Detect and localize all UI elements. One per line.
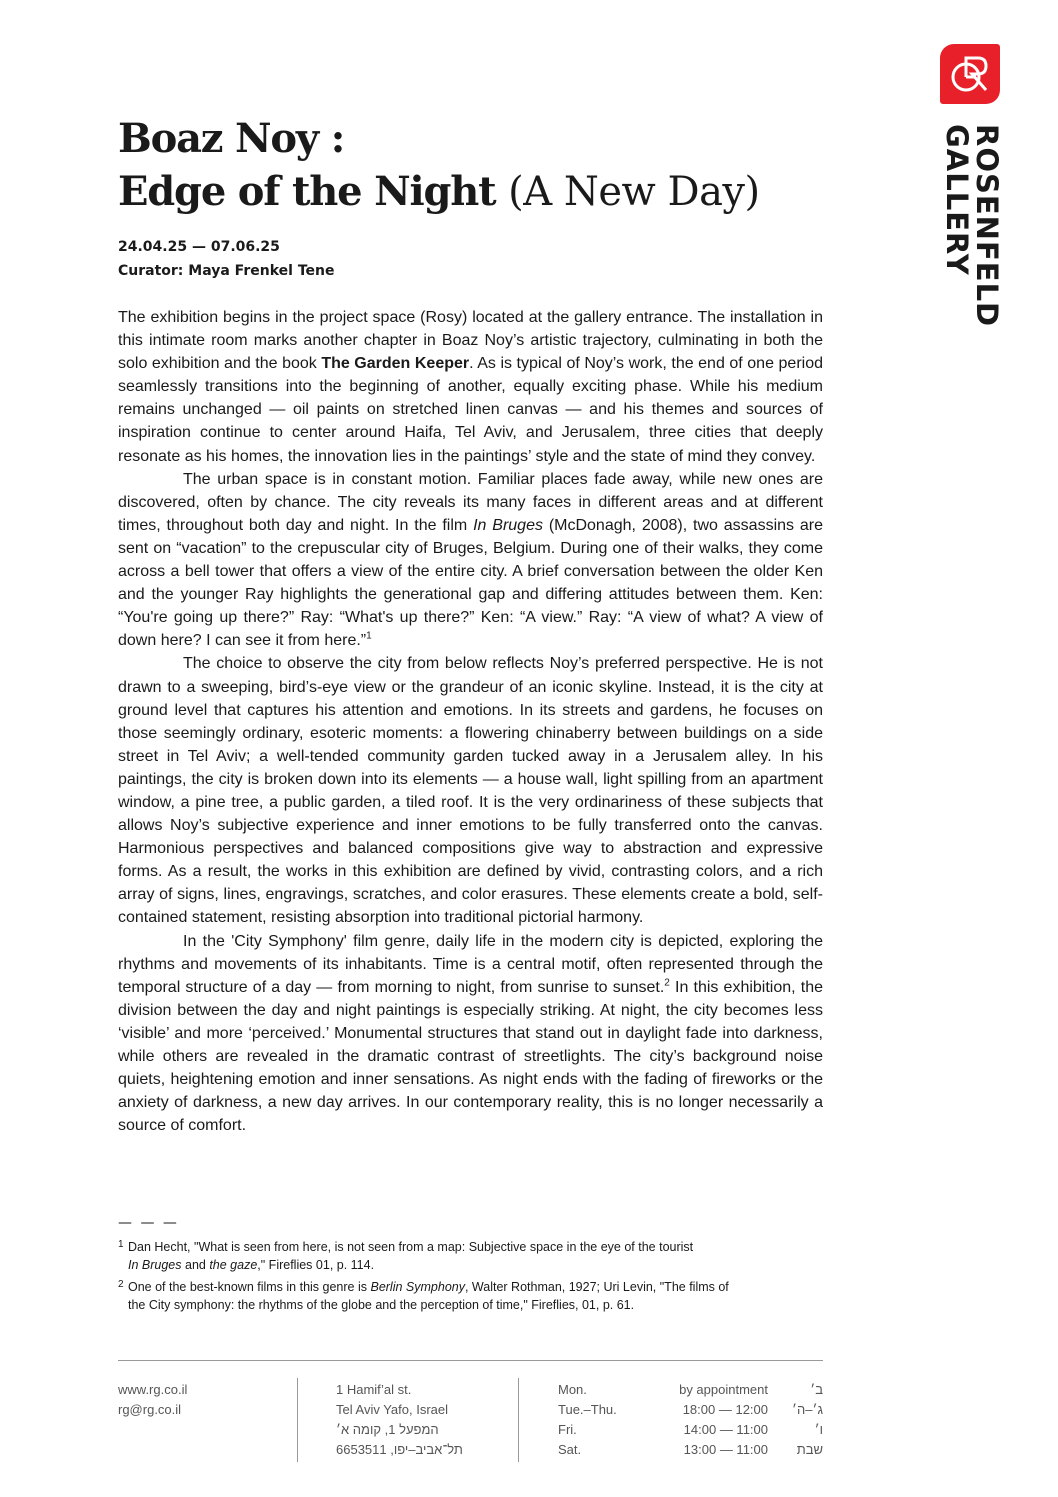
p2-text-a: The urban space is in constant motion. Familiar places fade away, while new ones are discovered, often by chance. The city reveals its many faces in different areas and at different times, throughout both day and night. In the film	[118, 470, 823, 534]
curator-line: Curator: Maya Frenkel Tene	[118, 263, 335, 279]
paragraph-1	[118, 306, 823, 468]
footnote-2-italic: Berlin Symphony	[370, 1280, 465, 1294]
footer-rule	[118, 1360, 823, 1361]
gallery-logo-icon	[940, 44, 1000, 104]
footnote-ref-2[interactable]: 2	[664, 977, 670, 989]
p4-text-b: In this exhibition, the division between the day and night paintings is especially striking. At night, the city becomes less ‘visible’ and more ‘perceived.’ Monumental structures that stand out in daylight fade into darkness, while others are revealed in the dramatic contrast of streetlights. The city’s background noise quiets, heightening emotion and inner sensations. As night ends with the fading of fireworks or the anxiety of darkness, a new day arrives. In our contemporary reality, this is no longer necessarily a source of comfort.	[118, 978, 823, 1135]
footnote-separator: — — —	[118, 1215, 179, 1231]
footnote-ref-1[interactable]: 1	[366, 630, 372, 642]
p4-text-a: In the 'City Symphony' film genre, daily life in the modern city is depicted, exploring the rhythms and movements of its inhabitants. Time is a central motif, often represented through the temporal structure of a day — from morning to night, from sunrise to sunset.	[118, 932, 823, 996]
hours-day-hebrew: שבת	[796, 1442, 823, 1457]
website-link[interactable]: www.rg.co.il	[118, 1382, 188, 1397]
hours-day-hebrew: ב׳	[810, 1382, 823, 1397]
hours-row	[558, 1440, 823, 1460]
hours-day: Mon.	[558, 1382, 587, 1397]
hours-row	[558, 1400, 823, 1420]
address-line-2: Tel Aviv Yafo, Israel	[336, 1402, 449, 1417]
address-line-4-hebrew: תל־אביב–יפו, 6653511	[336, 1442, 463, 1457]
hours-day: Fri.	[558, 1422, 577, 1437]
hours-row	[558, 1420, 823, 1440]
gallery-name-vertical	[942, 124, 1002, 327]
book-title: The Garden Keeper	[321, 355, 470, 373]
footer-divider-1	[297, 1378, 298, 1462]
email-link[interactable]: rg@rg.co.il	[118, 1402, 182, 1417]
paragraph-2	[118, 468, 823, 653]
hours-time: 14:00 — 11:00	[683, 1422, 768, 1437]
essay-body	[118, 306, 823, 1137]
footnotes	[118, 1238, 838, 1318]
hours-time: 13:00 — 11:00	[683, 1442, 768, 1457]
hours-day: Tue.–Thu.	[558, 1402, 617, 1417]
footnote-2-number: 2	[118, 1279, 124, 1290]
p1-text-b: . As is typical of Noy’s work, the end of one period seamlessly transitions into the beginning of another, equally exciting phase. While his medium remains unchanged — oil paints on stretched linen canvas — and his themes and sources of inspiration continue to center around Haifa, Tel Aviv, and Jerusalem, three cities that deeply resonate as his homes, the innovation lies in the paintings’ style and the state of mind they convey.	[118, 355, 824, 465]
title-line2-bold: Edge of the Night	[118, 168, 496, 215]
title-line2-light: (A New Day)	[508, 169, 760, 215]
address-line-1: 1 Hamif’al st.	[336, 1382, 412, 1397]
footer-contact	[118, 1380, 187, 1420]
exhibition-dates: 24.04.25 — 07.06.25	[118, 239, 280, 255]
page-title	[118, 112, 760, 219]
footnote-1-italic-2: the gaze	[209, 1258, 258, 1272]
gallery-name-line1: ROSENFELD	[970, 124, 1004, 328]
footnote-2-text-b: , Walter Rothman, 1927; Uri Levin, "The films of	[464, 1280, 729, 1294]
footnote-1-text-b: and	[181, 1258, 210, 1272]
paragraph-4	[118, 930, 823, 1138]
hours-day-hebrew: ג׳–ה׳	[792, 1402, 823, 1417]
footnote-1-number: 1	[118, 1239, 124, 1250]
hours-time: by appointment	[679, 1382, 768, 1397]
film-title: In Bruges	[473, 516, 543, 534]
p2-text-b: (McDonagh, 2008), two assassins are sent on “vacation” to the crepuscular city of Bruges, Belgium. During one of their walks, they come across a bell tower that offers a view of the entire city. A brief conversation between the older Ken and the younger Ray highlights the generational gap and differing attitudes between them. Ken: “You're going up there?” Ray: “What's up there?” Ken: “A view.” Ray: “A view of what? A view of down here? I can see it from here.”	[118, 516, 824, 650]
hours-day: Sat.	[558, 1442, 582, 1457]
opening-hours	[558, 1380, 823, 1460]
hours-row	[558, 1380, 823, 1400]
footnote-1-text-a: Dan Hecht, "What is seen from here, is not seen from a map: Subjective space in the eye of the tourist	[128, 1240, 694, 1254]
hours-day-hebrew: ו׳	[814, 1422, 823, 1437]
footnote-2-text-c: the City symphony: the rhythms of the globe and the perception of time," Fireflies, 01, p. 61.	[128, 1298, 635, 1312]
rg-monogram-icon	[940, 44, 1000, 104]
paragraph-3: The choice to observe the city from below reflects Noy’s preferred perspective. He is not drawn to a sweeping, bird’s-eye view or the grandeur of an iconic skyline. Instead, it is the city at ground level that captures his attention and emotions. In its streets and gardens, he focuses on those seemingly ordinary, esoteric moments: a flowering chinaberry between buildings on a side street in Tel Aviv; a well-tended community garden tucked away in a Jerusalem alley. In his paintings, the city is broken down into its elements — a house wall, light spilling from an apartment window, a pine tree, a public garden, a tiled roof. It is the very ordinariness of these subjects that allows Noy’s subjective experience and inner emotions to be fully transferred onto the canvas. Harmonious perspectives and balanced compositions give way to abstraction and expressive forms. As a result, the works in this exhibition are defined by vivid, contrasting colors, and a rich array of signs, lines, engravings, scratches, and color erasures. These elements create a bold, self-contained statement, resisting absorption into traditional pictorial harmony.	[118, 655, 823, 927]
footnote-1-italic-1: In Bruges	[128, 1258, 182, 1272]
footnote-2-text-a: One of the best-known films in this genre is	[128, 1280, 371, 1294]
footnote-1	[118, 1238, 838, 1274]
address-line-3-hebrew: המפעל 1, קומה א׳	[336, 1422, 439, 1437]
exhibition-meta	[118, 235, 334, 283]
footnote-1-text-c: ," Fireflies 01, p. 114.	[257, 1258, 375, 1272]
hours-time: 18:00 — 12:00	[682, 1402, 768, 1417]
footer-address	[336, 1380, 463, 1460]
gallery-name-line2: GALLERY	[940, 124, 974, 276]
p1-text-a: The exhibition begins in the project space (Rosy) located at the gallery entrance. The installation in this intimate room marks another chapter in Boaz Noy’s artistic trajectory, culminating in both the solo exhibition and the book	[118, 309, 823, 373]
footnote-2	[118, 1278, 838, 1314]
footer-divider-2	[518, 1378, 519, 1462]
title-line1: Boaz Noy :	[118, 115, 345, 162]
